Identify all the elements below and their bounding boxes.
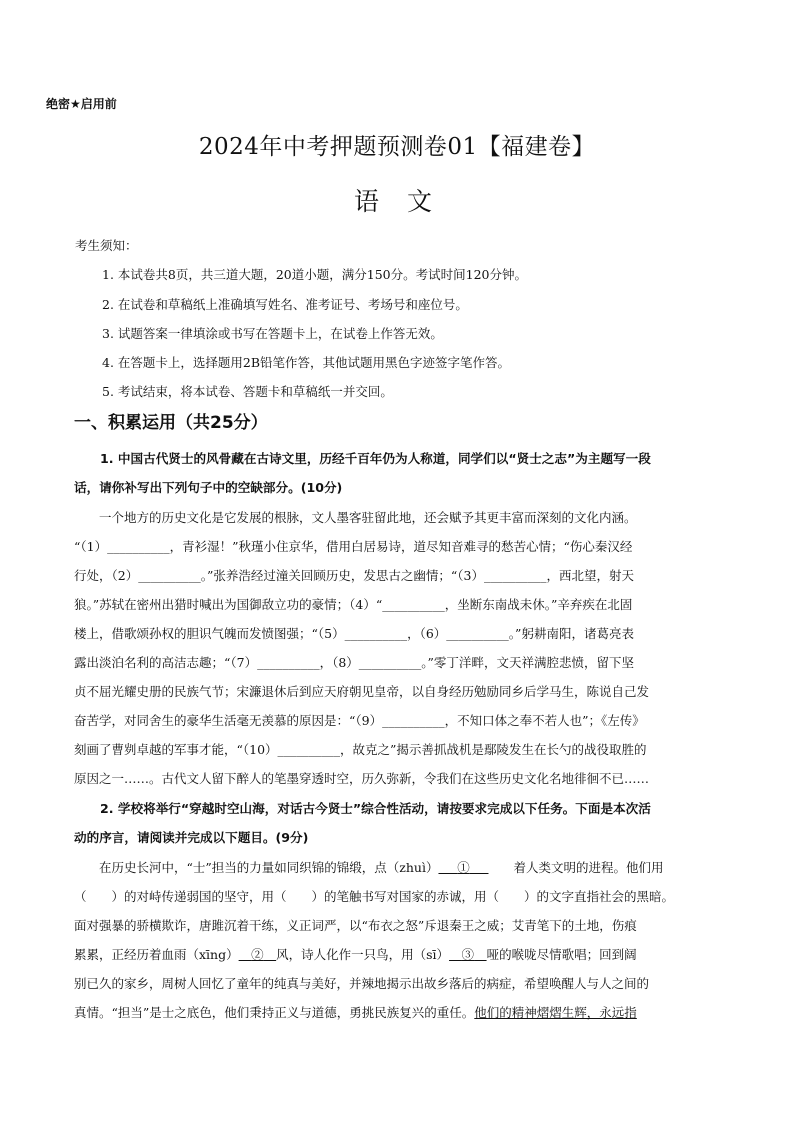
passage-line: 原因之一……。古代文人留下醉人的笔墨穿透时空，历久弥新，令我们在这些历史文化名地徘徊不已…… bbox=[74, 771, 650, 786]
passage-line: 奋苦学，对同舍生的豪华生活毫无羡慕的原因是：“（9）__________，不知口体之奉不若人也”；《左传》 bbox=[74, 713, 645, 728]
passage-line: 累累，正经历着血雨（xīng） ② 风，诗人化作一只鸟，用（sī） ③ 哑的喉咙尽情歌唱；回到阔 bbox=[74, 947, 637, 962]
passage-line: 狼。”苏轼在密州出猎时喊出为国御敌立功的豪情；（4）“__________，坐断东南战未休。”辛弃疾在北固 bbox=[74, 597, 633, 612]
question-2-stem: 动的序言，请阅读并完成以下题目。(9分) bbox=[74, 830, 309, 845]
exam-title: 2024年中考押题预测卷01【福建卷】 bbox=[198, 134, 596, 160]
marker-2: ② bbox=[251, 947, 264, 962]
notice-item: 5. 考试结束，将本试卷、答题卡和草稿纸一并交回。 bbox=[102, 384, 393, 399]
passage-line: （ ）的对峙传递弱国的坚守，用（ ）的笔触书写对国家的赤诚，用（ ）的文字直指社会的黑暗。 bbox=[74, 889, 675, 904]
section-heading: 一、积累运用（共25分） bbox=[74, 413, 268, 433]
notice-item: 4. 在答题卡上，选择题用2B铅笔作答，其他试题用黑色字迹签字笔作答。 bbox=[102, 355, 511, 370]
notice-item: 3. 试题答案一律填涂或书写在答题卡上，在试卷上作答无效。 bbox=[102, 326, 443, 341]
passage-line: “（1）__________，青衫湿！”秋瑾小住京华，借用白居易诗，道尽知音难寻的愁苦心情；“伤心秦汉经 bbox=[74, 539, 633, 554]
underlined-sentence: 他们的精神熠熠生辉，永远指 bbox=[474, 1005, 637, 1020]
question-2-stem: 2. 学校将举行“穿越时空山海，对话古今贤士”综合性活动，请按要求完成以下任务。下面是本次活 bbox=[100, 801, 651, 816]
passage-line: 贞不屈光耀史册的民族气节；宋濂退休后到应天府朝见皇帝，以自身经历勉励同乡后学马生，陈说自己发 bbox=[74, 684, 650, 699]
passage-line: 别已久的家乡，周树人回忆了童年的纯真与美好，并辣地揭示出故乡落后的病症，希望唤醒人与人之间的 bbox=[74, 976, 650, 991]
passage-line: 刻画了曹刿卓越的军事才能，“（10）__________，故克之”揭示善抓战机是鄢陵发生在长勺的战役取胜的 bbox=[74, 742, 647, 757]
question-1-stem: 1. 中国古代贤士的风骨藏在古诗文里，历经千百年仍为人称道，同学们以“贤士之志”为主题写一段 bbox=[100, 451, 651, 466]
secret-label: 绝密★启用前 bbox=[46, 97, 117, 111]
passage-line: 面对强暴的骄横欺诈，唐雎沉着干练，义正词严，以“布衣之怒”斥退秦王之威；艾青笔下的土地，伤痕 bbox=[74, 918, 637, 933]
passage-line: 行处，（2）__________。”张养浩经过潼关回顾历史，发思古之幽情；“（3）__________，西北望，射天 bbox=[74, 568, 634, 583]
passage-line: 真情。“担当”是士之底色，他们秉持正义与道德，勇挑民族复兴的重任。他们的精神熠熠生辉，永远指 bbox=[74, 1005, 637, 1020]
marker-1: ① bbox=[457, 860, 470, 875]
passage-line: 楼上，借歌颂孙权的胆识气魄而发愤图强；“（5）__________，（6）__________。”躬耕南阳，诸葛亮表 bbox=[74, 626, 634, 641]
notice-item: 2. 在试卷和草稿纸上准确填写姓名、准考证号、考场号和座位号。 bbox=[102, 297, 468, 312]
notice-item: 1. 本试卷共8页，共三道大题，20道小题，满分150分。考试时间120分钟。 bbox=[102, 267, 527, 282]
marker-3: ③ bbox=[461, 947, 475, 962]
notice-title: 考生须知： bbox=[75, 238, 138, 253]
passage-line: 露出淡泊名利的高洁志趣；“（7）__________，（8）__________。”零丁洋畔，文天祥满腔悲愤，留下坚 bbox=[74, 655, 634, 670]
subject-title: 语文 bbox=[353, 187, 460, 216]
passage-line: 在历史长河中，“士”担当的力量如同织锦的锦缎，点（zhuì） ① 着人类文明的进程。他们用 bbox=[74, 860, 664, 875]
question-1-stem: 话，请你补写出下列句子中的空缺部分。(10分) bbox=[74, 480, 343, 495]
passage-line: 一个地方的历史文化是它发展的根脉，文人墨客驻留此地，还会赋予其更丰富而深刻的文化内涵。 bbox=[74, 510, 637, 525]
